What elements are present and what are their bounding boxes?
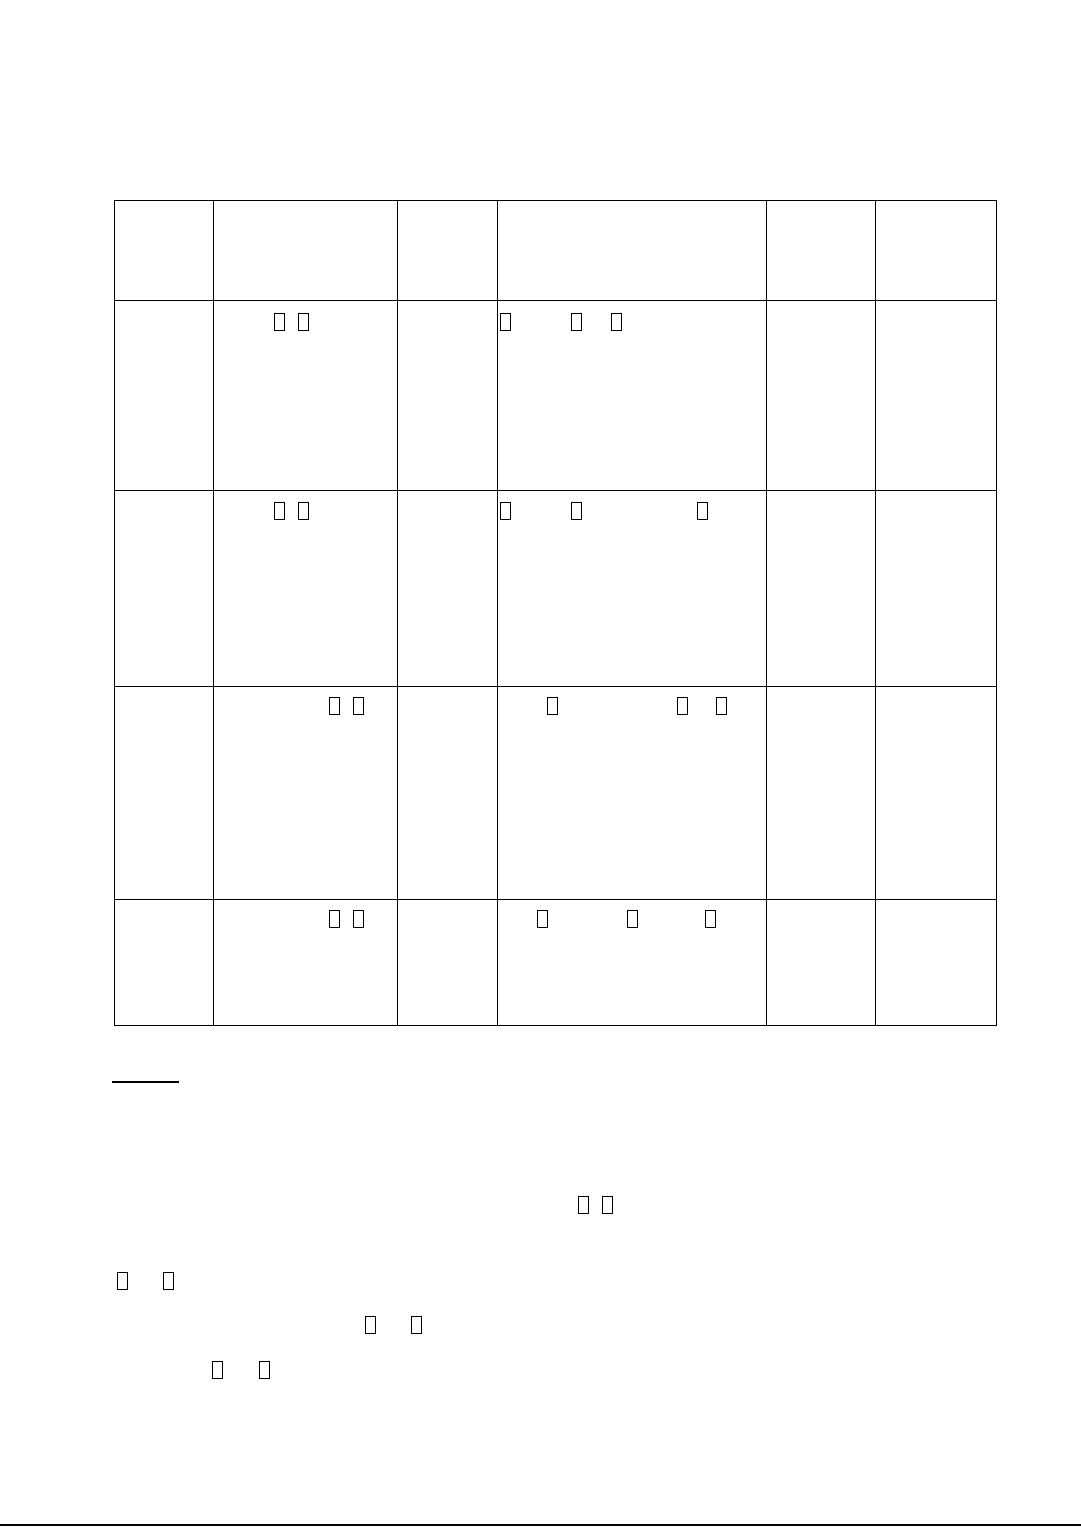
missing-glyph-icon [578,1196,589,1214]
table-cell [214,687,398,900]
table-cell [115,900,214,1026]
missing-glyph-icon [259,1361,270,1379]
table-cell [767,491,876,687]
missing-glyph-icon [329,697,340,715]
table-cell [398,201,498,301]
table-cell [115,491,214,687]
data-table [114,200,997,1026]
table-cell [876,900,997,1026]
missing-glyph-icon [298,502,309,520]
table-cell [214,900,398,1026]
missing-glyph-icon [716,697,727,715]
table-row [115,687,997,900]
missing-glyph-icon [571,313,582,331]
missing-glyph-icon [274,313,285,331]
missing-glyph-icon [365,1316,376,1334]
missing-glyph-icon [547,697,558,715]
missing-glyph-icon [611,313,622,331]
table-cell [498,687,767,900]
table-cell [767,687,876,900]
missing-glyph-icon [500,313,511,331]
notes-heading-underline [112,1081,179,1083]
missing-glyph-icon [537,910,548,928]
missing-glyph-icon [697,502,708,520]
table-cell [767,201,876,301]
table-row [115,301,997,491]
table-cell [398,900,498,1026]
table-header-row [115,201,997,301]
missing-glyph-icon [274,502,285,520]
table-cell [498,201,767,301]
missing-glyph-icon [329,910,340,928]
missing-glyph-icon [705,910,716,928]
table-row [115,491,997,687]
table-cell [115,201,214,301]
table-cell [398,491,498,687]
table-cell [398,687,498,900]
missing-glyph-icon [571,502,582,520]
table-row [115,900,997,1026]
missing-glyph-icon [212,1361,223,1379]
table-cell [398,301,498,491]
missing-glyph-icon [602,1196,613,1214]
missing-glyph-icon [627,910,638,928]
missing-glyph-icon [411,1316,422,1334]
missing-glyph-icon [163,1272,174,1290]
missing-glyph-icon [500,502,511,520]
table-cell [767,900,876,1026]
missing-glyph-icon [353,910,364,928]
table-cell [876,491,997,687]
missing-glyph-icon [298,313,309,331]
table-cell [876,301,997,491]
table-cell [767,301,876,491]
table-cell [115,301,214,491]
table-cell [876,201,997,301]
table-cell [876,687,997,900]
table-cell [498,491,767,687]
table-cell [214,201,398,301]
table-cell [498,301,767,491]
missing-glyph-icon [677,697,688,715]
missing-glyph-icon [117,1272,128,1290]
footer-rule [0,1524,1081,1526]
table-cell [115,687,214,900]
missing-glyph-icon [353,697,364,715]
